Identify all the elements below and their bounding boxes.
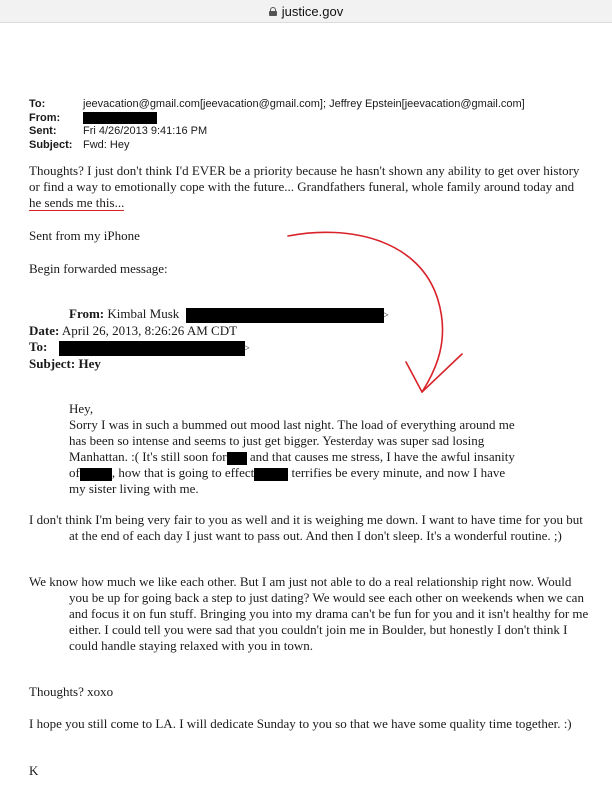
redaction-block	[83, 112, 157, 124]
redaction-block	[59, 341, 245, 356]
email-header	[29, 98, 525, 152]
fwd-from-row	[29, 306, 389, 323]
signature: Sent from my iPhone	[29, 228, 140, 243]
fwd-to-row	[29, 339, 389, 356]
redaction-block	[186, 308, 384, 323]
sent-value: Fri 4/26/2013 9:41:16 PM	[83, 125, 208, 137]
to-row	[29, 98, 525, 112]
fwd-subject-value: Hey	[78, 356, 101, 371]
forwarded-body-first	[69, 401, 519, 497]
forwarded-paragraph: I hope you still come to LA. I will dedicate Sunday to you so that we have some quality time together. :)	[29, 716, 572, 731]
sent-label: Sent:	[29, 125, 57, 137]
arrow-head	[406, 354, 462, 392]
url-text: justice.gov	[281, 3, 344, 19]
greeting: Hey,	[69, 401, 94, 416]
sent-row	[29, 125, 525, 139]
lock-icon	[269, 7, 277, 16]
angle-bracket: >	[244, 343, 250, 353]
fwd-from-value: Kimbal Musk	[107, 306, 180, 321]
fwd-date-value: April 26, 2013, 8:26:26 AM CDT	[61, 323, 238, 338]
forward-intro: Begin forwarded message:	[29, 261, 168, 276]
forwarded-paragraph: Thoughts? xoxo	[29, 684, 114, 699]
from-row	[29, 112, 525, 126]
subject-value: Fwd: Hey	[83, 138, 130, 151]
body-text: Sorry I was in such a bummed out mood last night. The load of everything around me has been so intense and seems to just get bigger. Yesterday was super sad losing Manhattan. :( It's still soon for	[69, 417, 515, 464]
redaction-block	[80, 468, 112, 481]
forwarded-paragraph: I don't think I'm being very fair to you as well and it is weighing me down. I want to have time for you but at the end of each day I just want to pass out. And then I don't sleep. It's a wonderful routine. ;)	[29, 512, 583, 543]
forwarded-paragraph	[69, 417, 519, 497]
to-value: jeevacation@gmail.com[jeevacation@gmail.com]; Jeffrey Epstein[jeevacation@gmail.com]	[83, 98, 525, 110]
email-body-paragraph	[29, 163, 589, 211]
angle-bracket: >	[383, 310, 389, 320]
from-label: From:	[29, 111, 61, 124]
body-text: and that causes me stress, I have the awful insanity of	[69, 449, 515, 480]
body-text: Thoughts? I just don't think I'd EVER be a priority because he hasn't shown any ability to get over history or find a way to emotionally cope with the future... Grandfathers funeral, whole family around today and	[29, 163, 580, 194]
subject-label: Subject:	[29, 138, 73, 151]
forwarded-paragraph: We know how much we like each other. But I am just not able to do a real relationship right now. Would you be up for going back a step to just dating? We would see each other on weekends when we can and focus it on fun stuff. Bringing you into my drama can't be fun for you and it isn't healthy for me either. I could tell you were sad that you couldn't join me in Boulder, but honestly I don't think I could handle staying relaxed with you in town.	[29, 574, 589, 653]
body-text: terrifies be every minute, and now I have my sister living with me.	[69, 465, 506, 496]
signoff: K	[29, 763, 39, 778]
url-display[interactable]	[269, 4, 343, 19]
underlined-text: he sends me this...	[29, 195, 125, 210]
fwd-subject-label: Subject:	[29, 356, 76, 371]
redaction-block	[227, 452, 247, 465]
browser-address-bar[interactable]	[0, 0, 612, 23]
to-label: To:	[29, 98, 46, 110]
fwd-subject-row	[29, 356, 389, 372]
redaction-block	[254, 468, 288, 481]
subject-row	[29, 139, 525, 153]
forwarded-header	[29, 306, 389, 372]
fwd-date-label: Date:	[29, 323, 60, 338]
fwd-from-label: From:	[69, 306, 105, 321]
fwd-to-label: To:	[29, 339, 48, 354]
fwd-date-row	[29, 323, 389, 339]
body-text: , how that is going to effect	[111, 465, 255, 480]
